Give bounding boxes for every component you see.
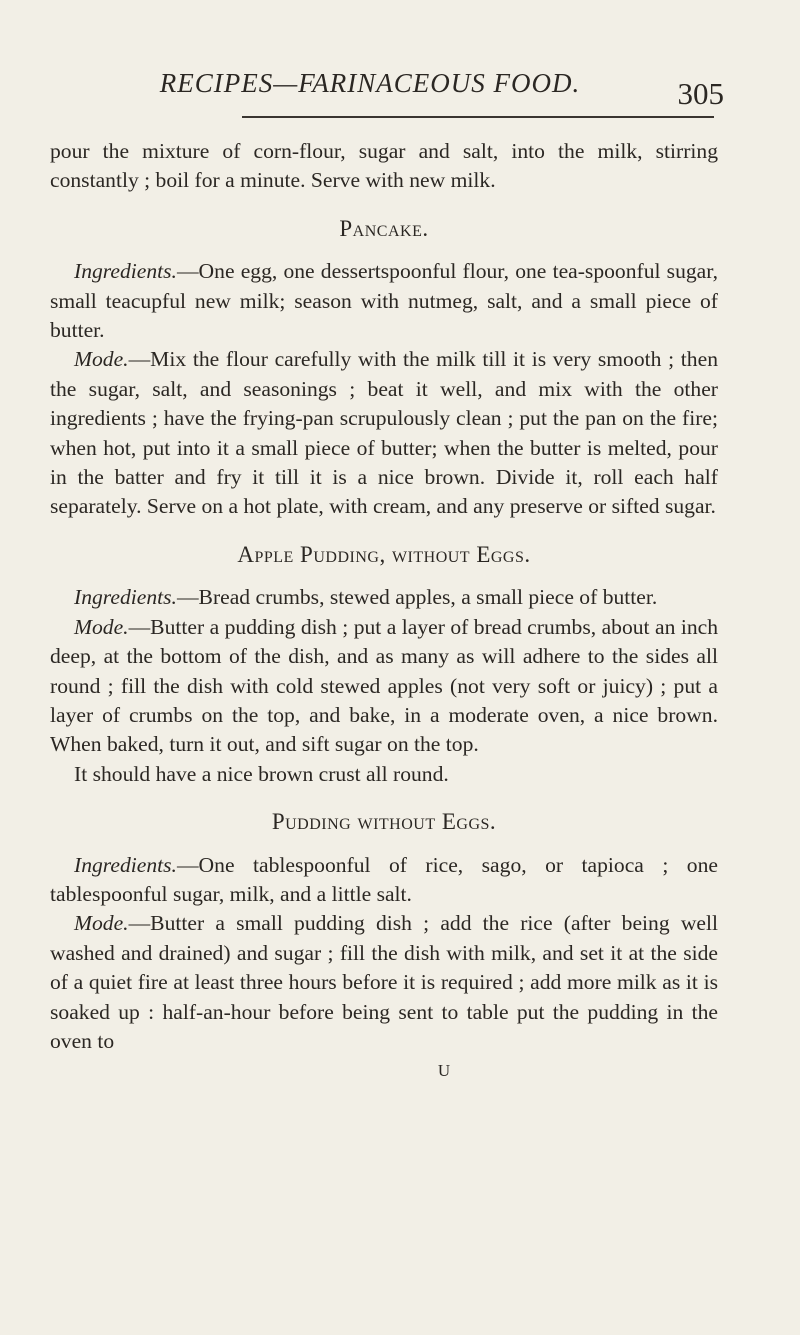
mode-label: Mode. (74, 614, 129, 639)
signature-mark: U (437, 1061, 451, 1081)
ingredients-label: Ingredients. (74, 259, 177, 284)
intro-paragraph: pour the mixture of corn-flour, sugar and salt, into the milk, stirring constantly ; boil for a minute. Serve with new milk. (50, 139, 718, 193)
running-title: RECIPES—FARINACEOUS FOOD. (159, 68, 581, 98)
mode-label: Mode. (74, 347, 129, 372)
pancake-heading: Pancake. (339, 215, 429, 241)
ingredients-text: —One tablespoonful of rice, sago, or tapioca ; one tablespoonful sugar, milk, and a little salt. (50, 852, 718, 906)
ingredients-label: Ingredients. (74, 585, 177, 610)
body-text (50, 137, 718, 1086)
apple-pudding-mode (50, 613, 718, 760)
apple-pudding-ingredients (50, 583, 718, 612)
pudding-without-eggs-mode (50, 909, 718, 1056)
pancake-mode (50, 345, 718, 521)
ingredients-label: Ingredients. (74, 852, 177, 877)
mode-text: —Mix the flour carefully with the milk till it is very smooth ; then the sugar, salt, and seasonings ; beat it well, and mix with the other ingredients ; have the frying-pan scrupulously clean ; put the pan on the fire; when hot, put into it a small piece of butter; when the butter is melted, pour in the batter and fry it till it is a nice brown. Divide it, roll each half separately. Serve on a hot plate, with cream, and any preserve or sifted sugar. (50, 347, 718, 519)
ingredients-text: —One egg, one dessertspoonful flour, one tea-spoonful sugar, small teacupful new milk; season with nutmeg, salt, and a small piece of butter. (50, 259, 718, 343)
header-rule (242, 116, 714, 118)
pudding-without-eggs-ingredients (50, 851, 718, 910)
apple-pudding-heading: Apple Pudding, without Eggs. (237, 541, 531, 567)
mode-text: —Butter a small pudding dish ; add the rice (after being well washed and drained) and sugar ; fill the dish with milk, and set it at the side of a quiet fire at least three hours before it is required ; add more milk as it is soaked up : half-an-hour before being sent to table put the pudding in the oven to (50, 911, 718, 1053)
pancake-ingredients (50, 257, 718, 345)
pudding-without-eggs-heading: Pudding without Eggs. (271, 809, 497, 835)
running-head (0, 58, 800, 111)
apple-pudding-note: It should have a nice brown crust all round. (74, 761, 449, 786)
ingredients-text: —Bread crumbs, stewed apples, a small piece of butter. (176, 585, 658, 610)
mode-label: Mode. (74, 911, 129, 936)
page-number: 305 (677, 76, 724, 111)
mode-text: —Butter a pudding dish ; put a layer of bread crumbs, about an inch deep, at the bottom of the dish, and as many as will adhere to the sides all round ; fill the dish with cold stewed apples (not very soft or juicy) ; put a layer of crumbs on the top, and bake, in a moderate oven, a nice brown. When baked, turn it out, and sift sugar on the top. (50, 614, 718, 757)
